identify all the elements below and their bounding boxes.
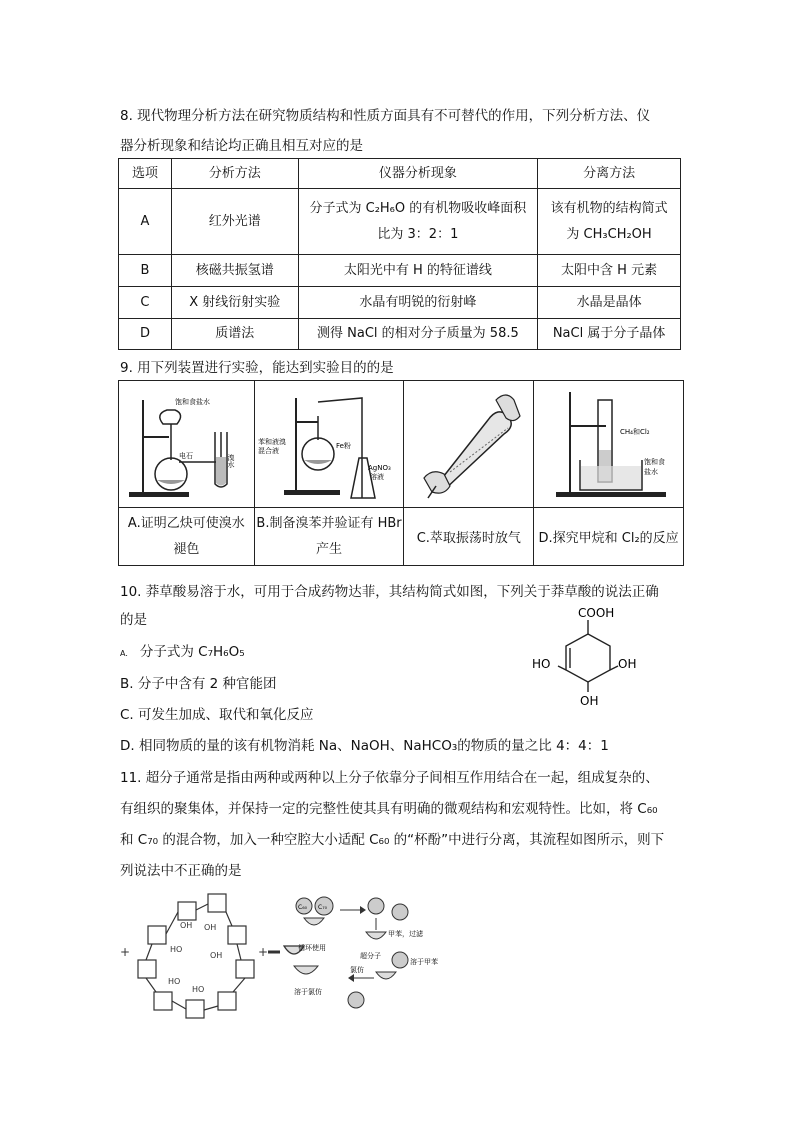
q9-caption-b-line1: B.制备溴苯并验证有 HBr bbox=[256, 515, 402, 531]
label-silver-nitrate: AgNO₃ bbox=[368, 464, 391, 472]
struct-oh-right: OH bbox=[618, 657, 637, 671]
q9-caption-row bbox=[119, 508, 684, 566]
shikimic-acid-structure bbox=[528, 604, 644, 710]
q10-option-c: C. 可发生加成、取代和氧化反应 bbox=[120, 707, 314, 723]
q8-row-b-option: B bbox=[119, 255, 172, 287]
q8-row-c-option: C bbox=[119, 287, 172, 319]
svg-text:+: + bbox=[120, 945, 131, 959]
acetylene-apparatus-figure bbox=[121, 382, 251, 502]
q11-stem-line2: 有组织的聚集体，并保持一定的完整性使其具有明确的微观结构和宏观特性。比如，将 C₆₀ bbox=[120, 801, 658, 817]
q8-header-separation: 分离方法 bbox=[538, 159, 681, 189]
q8-row-d-phen: 测得 NaCl 的相对分子质量为 58.5 bbox=[298, 319, 538, 350]
q8-row-b-phen: 太阳光中有 H 的特征谱线 bbox=[298, 255, 538, 287]
label-saturated-brine: 饱和食盐水 bbox=[175, 398, 211, 406]
flow-dissolve-chloroform: 溶于氯仿 bbox=[294, 988, 322, 996]
separation-flow bbox=[294, 897, 438, 1008]
q9-caption-a-line2: 褪色 bbox=[173, 541, 200, 557]
flow-c60: C₆₀ bbox=[298, 904, 307, 911]
label-mixture: 混合液 bbox=[258, 447, 280, 455]
q8-row-d-sep: NaCl 属于分子晶体 bbox=[538, 319, 681, 350]
q8-table bbox=[118, 158, 681, 350]
flow-chloroform: 氯仿 bbox=[350, 966, 364, 974]
flow-toluene-filter: 甲苯，过滤 bbox=[388, 930, 423, 938]
q11-stem-line4: 列说法中不正确的是 bbox=[120, 863, 242, 879]
struct-cooh: COOH bbox=[578, 606, 615, 620]
struct-ho: HO bbox=[532, 657, 551, 671]
q8-row-b-sep: 太阳中含 H 元素 bbox=[538, 255, 681, 287]
q9-image-row bbox=[119, 381, 684, 508]
label-brine: 盐水 bbox=[643, 468, 658, 476]
q10-option-a-text: 分子式为 C₇H₆O₅ bbox=[139, 644, 245, 660]
label-methane-chlorine: CH₄和Cl₂ bbox=[619, 428, 650, 436]
q8-row-a-sep-line1: 该有机物的结构简式 bbox=[550, 200, 668, 216]
q10-option-a-letter: A. bbox=[120, 649, 128, 658]
label-iron-powder: Fe粉 bbox=[336, 442, 351, 450]
q9-caption-a-line1: A.证明乙炔可使溴水 bbox=[127, 515, 245, 531]
flow-dissolve-toluene: 溶于甲苯 bbox=[410, 958, 438, 966]
svg-text:OH: OH bbox=[204, 923, 217, 932]
q8-row-a-option: A bbox=[119, 189, 172, 255]
label-saturated: 饱和食 bbox=[643, 458, 665, 466]
label-solution: 溶液 bbox=[370, 473, 385, 481]
calixarene-flow-figure bbox=[118, 888, 448, 1024]
struct-oh-bottom: OH bbox=[580, 694, 599, 708]
q8-row-d-method: 质谱法 bbox=[171, 319, 298, 350]
flow-c70: C₇₀ bbox=[318, 904, 327, 911]
q9-apparatus-a bbox=[119, 381, 255, 508]
q8-row-c-method: X 射线衍射实验 bbox=[171, 287, 298, 319]
separatory-funnel-figure bbox=[406, 382, 532, 502]
q11-stem-line3: 和 C₇₀ 的混合物，加入一种空腔大小适配 C₆₀ 的“杯酚”中进行分离，其流程如图所示，则下 bbox=[120, 832, 665, 848]
svg-text:HO: HO bbox=[192, 985, 205, 994]
q8-row-d bbox=[119, 319, 681, 350]
svg-text:+: + bbox=[258, 945, 269, 959]
q9-apparatus-b bbox=[254, 381, 404, 508]
q8-row-c-phen: 水晶有明锐的衍射峰 bbox=[298, 287, 538, 319]
bromobenzene-apparatus-figure bbox=[256, 382, 402, 502]
methane-chlorine-figure bbox=[536, 382, 682, 502]
q8-stem-line1: 8. 现代物理分析方法在研究物质结构和性质方面具有不可替代的作用，下列分析方法、仪 bbox=[120, 108, 651, 124]
q10-option-b: B. 分子中含有 2 种官能团 bbox=[120, 676, 277, 692]
q9-table bbox=[118, 380, 684, 566]
label-bromine-water: 溴水 bbox=[227, 454, 236, 468]
flow-supramolecule: 超分子 bbox=[360, 952, 381, 960]
q8-row-a-sep-line2: 为 CH₃CH₂OH bbox=[566, 226, 652, 242]
flow-recycle: 循环使用 bbox=[298, 944, 326, 952]
q8-header-phenomenon: 仪器分析现象 bbox=[298, 159, 538, 189]
q8-header-option: 选项 bbox=[119, 159, 172, 189]
q8-row-a-method: 红外光谱 bbox=[171, 189, 298, 255]
q8-row-a-phen-line2: 比为 3：2：1 bbox=[377, 226, 459, 242]
svg-text:HO: HO bbox=[168, 977, 181, 986]
q9-stem: 9. 用下列装置进行实验，能达到实验目的的是 bbox=[120, 360, 394, 376]
q11-stem-line1: 11. 超分子通常是指由两种或两种以上分子依靠分子间相互作用结合在一起，组成复杂的、 bbox=[120, 770, 659, 786]
q8-row-b-method: 核磁共振氢谱 bbox=[171, 255, 298, 287]
q8-row-c bbox=[119, 287, 681, 319]
q10-option-d: D. 相同物质的量的该有机物消耗 Na、NaOH、NaHCO₃的物质的量之比 4：4：1 bbox=[120, 738, 609, 754]
q8-stem-line2: 器分析现象和结论均正确且相互对应的是 bbox=[120, 138, 363, 154]
q8-row-b bbox=[119, 255, 681, 287]
q8-header-method: 分析方法 bbox=[171, 159, 298, 189]
svg-text:HO: HO bbox=[170, 945, 183, 954]
q9-caption-c: C.萃取振荡时放气 bbox=[404, 508, 534, 566]
q10-stem-line1: 10. 莽草酸易溶于水，可用于合成药物达菲，其结构简式如图，下列关于莽草酸的说法正确 bbox=[120, 584, 659, 600]
label-benzene-bromine: 苯和液溴 bbox=[258, 438, 287, 446]
q8-row-d-option: D bbox=[119, 319, 172, 350]
svg-text:OH: OH bbox=[210, 951, 223, 960]
q8-header-row bbox=[119, 159, 681, 189]
q9-apparatus-c bbox=[404, 381, 534, 508]
q9-caption-b-line2: 产生 bbox=[316, 541, 343, 557]
q9-caption-d: D.探究甲烷和 Cl₂的反应 bbox=[534, 508, 684, 566]
q9-apparatus-d bbox=[534, 381, 684, 508]
q10-stem-line2: 的是 bbox=[120, 612, 147, 628]
q8-row-a bbox=[119, 189, 681, 255]
q8-row-c-sep: 水晶是晶体 bbox=[538, 287, 681, 319]
label-calcium-carbide: 电石 bbox=[179, 452, 194, 460]
q8-row-a-phen-line1: 分子式为 C₂H₆O 的有机物吸收峰面积 bbox=[309, 200, 527, 216]
calixarene-molecule bbox=[120, 894, 268, 1018]
svg-text:OH: OH bbox=[180, 921, 193, 930]
